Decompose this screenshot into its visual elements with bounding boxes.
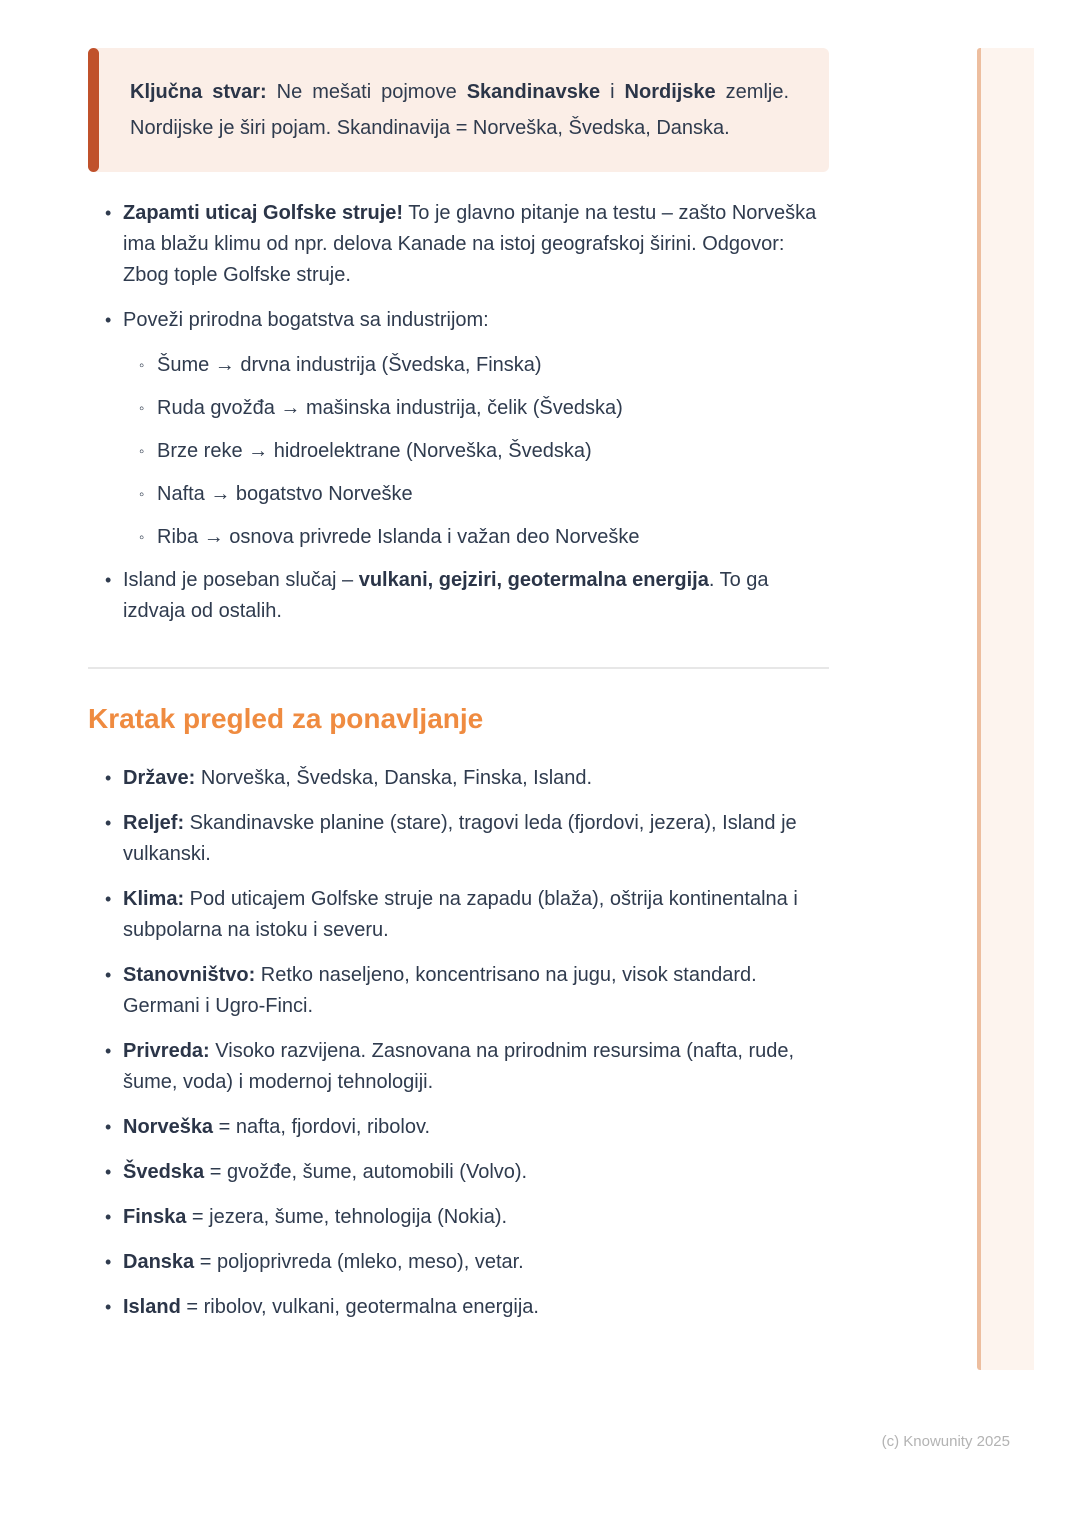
bullet-icon: • <box>105 965 112 985</box>
list-item <box>88 884 829 946</box>
sub-list-item <box>88 479 829 510</box>
summary-list <box>88 763 829 1323</box>
sub-list-item-text: Nafta → bogatstvo Norveške <box>157 483 413 505</box>
bullet-icon: • <box>105 768 112 788</box>
sub-list-item <box>88 393 829 424</box>
list-item-rest: Skandinavske planine (stare), tragovi leda (fjordovi, jezera), Island je vulkanski. <box>123 812 797 865</box>
bullet-icon: • <box>105 1297 112 1317</box>
list-item-rest: Retko naseljeno, koncentrisano na jugu, visok standard. Germani i Ugro-Finci. <box>123 964 757 1017</box>
sub-list-item-text: Šume → drvna industrija (Švedska, Finska) <box>157 354 542 376</box>
sub-list-item-text: Ruda gvožđa → mašinska industrija, čelik (Švedska) <box>157 397 623 419</box>
list-item <box>88 1202 829 1233</box>
sub-list-item <box>88 436 829 467</box>
list-item-bold: Reljef: <box>123 812 185 834</box>
list-item-rest: = gvožđe, šume, automobili (Volvo). <box>204 1161 528 1183</box>
circle-bullet-icon: ◦ <box>139 529 145 546</box>
list-item-text <box>123 1112 829 1143</box>
bullet-icon: • <box>105 889 112 909</box>
bullet-icon: • <box>105 1041 112 1061</box>
list-item-rest: Norveška, Švedska, Danska, Finska, Island. <box>195 767 593 789</box>
list-item-text <box>123 1247 829 1278</box>
list-item-bold: Danska <box>123 1251 195 1273</box>
copyright-note: (c) Knowunity 2025 <box>881 1433 1010 1450</box>
list-item <box>88 565 829 627</box>
list-item-bold: Zapamti uticaj Golfske struje! <box>123 202 404 224</box>
circle-bullet-icon: ◦ <box>139 486 145 503</box>
bullet-icon: • <box>105 570 112 590</box>
list-item-text <box>123 763 829 794</box>
list-item-text <box>123 198 829 291</box>
circle-bullet-icon: ◦ <box>139 443 145 460</box>
bullet-icon: • <box>105 203 112 223</box>
list-item-text <box>123 1292 829 1323</box>
list-item-bold: Stanovništvo: <box>123 964 256 986</box>
list-item-bold: Finska <box>123 1206 187 1228</box>
list-item <box>88 1247 829 1278</box>
list-item-rest: = poljoprivreda (mleko, meso), vetar. <box>194 1251 524 1273</box>
list-item <box>88 1292 829 1323</box>
bullet-icon: • <box>105 1162 112 1182</box>
page-edge-strip <box>977 48 1034 1370</box>
bullet-icon: • <box>105 813 112 833</box>
list-item-text <box>123 1157 829 1188</box>
list-item <box>88 1157 829 1188</box>
callout-text: zemlje. Nordijske je širi pojam. Skandinavija = Norveška, Švedska, Danska. <box>130 81 790 139</box>
list-item-bold: Klima: <box>123 888 185 910</box>
callout-lead: Ključna stvar: <box>130 81 267 103</box>
sub-list-item <box>88 522 829 553</box>
list-item <box>88 1036 829 1098</box>
key-point-callout <box>88 48 829 172</box>
list-item <box>88 1112 829 1143</box>
list-item <box>88 960 829 1022</box>
list-item-bold: Norveška <box>123 1116 214 1138</box>
section-title: Kratak pregled za ponavljanje <box>88 703 484 734</box>
list-item-bold: vulkani, gejziri, geotermalna energija <box>358 569 709 591</box>
list-item-rest: Visoko razvijena. Zasnovana na prirodnim resursima (nafta, rude, šume, voda) i modernoj tehnologiji. <box>123 1040 795 1093</box>
list-item-bold: Države: <box>123 767 196 789</box>
list-item-text <box>123 565 829 627</box>
list-item-text <box>123 808 829 870</box>
circle-bullet-icon: ◦ <box>139 400 145 417</box>
notes-list <box>88 198 829 627</box>
list-item-text <box>123 960 829 1022</box>
list-item-rest: = ribolov, vulkani, geotermalna energija. <box>180 1296 539 1318</box>
list-item-rest: Pod uticajem Golfske struje na zapadu (blaža), oštrija kontinentalna i subpolarna na istoku i severu. <box>123 888 798 941</box>
list-item <box>88 198 829 291</box>
list-item-text <box>123 1036 829 1098</box>
list-item <box>88 305 829 336</box>
callout-text: Ne mešati pojmove <box>266 81 467 103</box>
list-item-rest: . To ga izdvaja od ostalih. <box>123 569 769 622</box>
list-item-text <box>123 1202 829 1233</box>
list-item-rest: Island je poseban slučaj – <box>123 569 359 591</box>
list-item-rest: To je glavno pitanje na testu – zašto Norveška ima blažu klimu od npr. delova Kanade na istoj geografskoj širini. Odgovor: Zbog tople Golfske struje. <box>123 202 817 286</box>
list-item <box>88 763 829 794</box>
list-item <box>88 808 829 870</box>
sub-list-item-text: Brze reke → hidroelektrane (Norveška, Švedska) <box>157 440 592 462</box>
list-item-text <box>123 884 829 946</box>
list-item-bold: Privreda: <box>123 1040 210 1062</box>
section-divider <box>88 667 829 669</box>
callout-bold-term: Skandinavske <box>466 81 601 103</box>
sub-list-item-text: Riba → osnova privrede Islanda i važan deo Norveške <box>157 526 640 548</box>
list-item-bold: Švedska <box>123 1161 205 1183</box>
list-item-bold: Island <box>123 1296 181 1318</box>
callout-bold-term: Nordijske <box>624 81 716 103</box>
bullet-icon: • <box>105 1117 112 1137</box>
circle-bullet-icon: ◦ <box>139 357 145 374</box>
bullet-icon: • <box>105 1252 112 1272</box>
list-item-rest: Poveži prirodna bogatstva sa industrijom: <box>123 309 489 331</box>
notes-content <box>88 48 829 1337</box>
callout-text: i <box>600 81 625 103</box>
list-item-rest: = nafta, fjordovi, ribolov. <box>213 1116 431 1138</box>
bullet-icon: • <box>105 1207 112 1227</box>
bullet-icon: • <box>105 310 112 330</box>
list-item-text <box>123 305 829 336</box>
resources-sub-list <box>88 350 829 553</box>
list-item-rest: = jezera, šume, tehnologija (Nokia). <box>186 1206 508 1228</box>
callout-accent-bar <box>88 48 99 172</box>
sub-list-item <box>88 350 829 381</box>
